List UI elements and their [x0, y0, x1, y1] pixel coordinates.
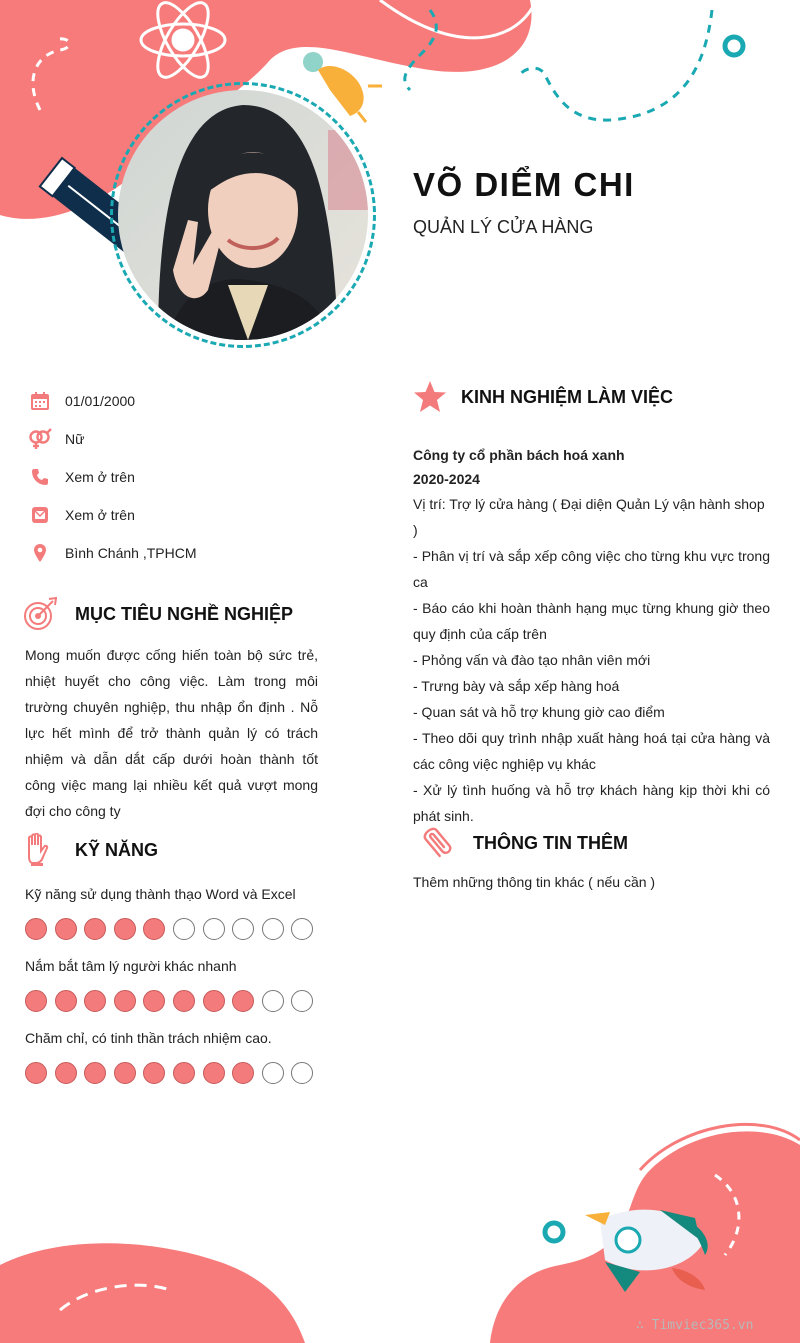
email-icon: [28, 503, 52, 527]
objective-title: MỤC TIÊU NGHỀ NGHIỆP: [75, 603, 294, 624]
address-text: Bình Chánh ,TPHCM: [65, 545, 197, 561]
birthday-text: 01/01/2000: [65, 393, 136, 409]
company-name: Công ty cổ phần bách hoá xanh: [413, 447, 625, 463]
rating-dot-filled: [203, 990, 225, 1012]
phone-icon: [28, 465, 52, 489]
extra-text: Thêm những thông tin khác ( nếu cần ): [413, 874, 656, 890]
rating-dot-filled: [232, 1062, 254, 1084]
rating-dot-filled: [203, 1062, 225, 1084]
contact-gender: [28, 420, 328, 458]
rating-dot-filled: [232, 990, 254, 1012]
duty-item: - Trưng bày và sắp xếp hàng hoá: [413, 678, 620, 694]
skill-rating: [25, 1062, 325, 1086]
rating-dot-empty: [232, 918, 254, 940]
rating-dot-filled: [173, 990, 195, 1012]
calendar-icon: [28, 389, 52, 413]
skills-title: KỸ NĂNG: [75, 839, 159, 860]
rating-dot-empty: [291, 918, 313, 940]
profile-photo: [118, 90, 368, 340]
hand-icon: [20, 832, 56, 868]
gender-text: Nữ: [65, 431, 85, 447]
rating-dot-filled: [84, 1062, 106, 1084]
objective-heading: [22, 596, 293, 632]
duty-item: - Phân vị trí và sắp xếp công việc cho từng khu vực trong ca: [413, 548, 770, 590]
rating-dot-empty: [291, 1062, 313, 1084]
skills-list: [25, 882, 325, 1098]
contact-address: [28, 534, 328, 572]
rating-dot-filled: [143, 918, 165, 940]
star-icon: [412, 379, 448, 415]
rating-dot-empty: [173, 918, 195, 940]
skill-item: [25, 882, 325, 942]
skills-heading: [20, 832, 158, 868]
extra-title: THÔNG TIN THÊM: [473, 832, 628, 853]
rating-dot-filled: [55, 1062, 77, 1084]
rating-dot-filled: [114, 1062, 136, 1084]
duty-item: - Theo dõi quy trình nhập xuất hàng hoá tại cửa hàng và các công việc nghiệp vụ khác: [413, 730, 770, 772]
target-icon: [22, 596, 58, 632]
experience-title: KINH NGHIỆM LÀM VIỆC: [461, 386, 674, 407]
contact-birthday: [28, 382, 328, 420]
extra-heading: [417, 822, 628, 864]
rating-dot-filled: [84, 918, 106, 940]
candidate-role: QUẢN LÝ CỬA HÀNG: [413, 217, 594, 237]
work-period: 2020-2024: [413, 471, 480, 487]
rating-dot-filled: [143, 1062, 165, 1084]
experience-heading: [412, 379, 673, 415]
rating-dot-empty: [291, 990, 313, 1012]
location-pin-icon: [28, 541, 52, 565]
skill-name: Chăm chỉ, có tinh thần trách nhiệm cao.: [25, 1030, 272, 1046]
skill-item: [25, 954, 325, 1014]
skill-name: Nắm bắt tâm lý người khác nhanh: [25, 958, 237, 974]
rating-dot-filled: [55, 990, 77, 1012]
job-position: Vị trí: Trợ lý cửa hàng ( Đại diện Quản Lý vận hành shop ): [413, 496, 765, 538]
contact-info: [28, 382, 328, 572]
paperclip-icon: [417, 822, 459, 864]
rating-dot-filled: [114, 918, 136, 940]
contact-phone: [28, 458, 328, 496]
contact-email: [28, 496, 328, 534]
rating-dot-empty: [262, 990, 284, 1012]
duty-item: - Quan sát và hỗ trợ khung giờ cao điểm: [413, 704, 665, 720]
duty-item: - Báo cáo khi hoàn thành hạng mục từng khung giờ theo quy định của cấp trên: [413, 600, 770, 642]
email-text: Xem ở trên: [65, 507, 135, 523]
objective-text: Mong muốn được cống hiến toàn bộ sức trẻ, nhiệt huyết cho công việc. Làm trong môi trường chuyên nghiệp, thu nhập ổn định . Nỗ lực hết mình để trở thành quản lý có trách nhiệm và dẫn dắt cấp dưới hoàn thành tốt công việc mang lại nhiều kết quả vượt mong đợi cho công ty: [25, 647, 318, 819]
rating-dot-filled: [173, 1062, 195, 1084]
rating-dot-filled: [55, 918, 77, 940]
rating-dot-filled: [143, 990, 165, 1012]
experience-body: [413, 443, 770, 829]
rating-dot-filled: [25, 1062, 47, 1084]
rating-dot-filled: [114, 990, 136, 1012]
phone-text: Xem ở trên: [65, 469, 135, 485]
skill-rating: [25, 918, 325, 942]
watermark: ∴ Timviec365.vn: [636, 1318, 754, 1333]
skill-name: Kỹ năng sử dụng thành thạo Word và Excel: [25, 886, 296, 902]
profile-photo-frame: [110, 82, 376, 348]
rating-dot-filled: [84, 990, 106, 1012]
rating-dot-empty: [203, 918, 225, 940]
duty-item: - Xử lý tình huống và hỗ trợ khách hàng kịp thời khi có phát sinh.: [413, 782, 770, 824]
candidate-name: VÕ DIỂM CHI: [413, 166, 635, 203]
gender-icon: [28, 427, 52, 451]
skill-item: [25, 1026, 325, 1086]
rating-dot-empty: [262, 1062, 284, 1084]
rating-dot-filled: [25, 918, 47, 940]
rating-dot-empty: [262, 918, 284, 940]
rating-dot-filled: [25, 990, 47, 1012]
skill-rating: [25, 990, 325, 1014]
duty-item: - Phỏng vấn và đào tạo nhân viên mới: [413, 652, 651, 668]
